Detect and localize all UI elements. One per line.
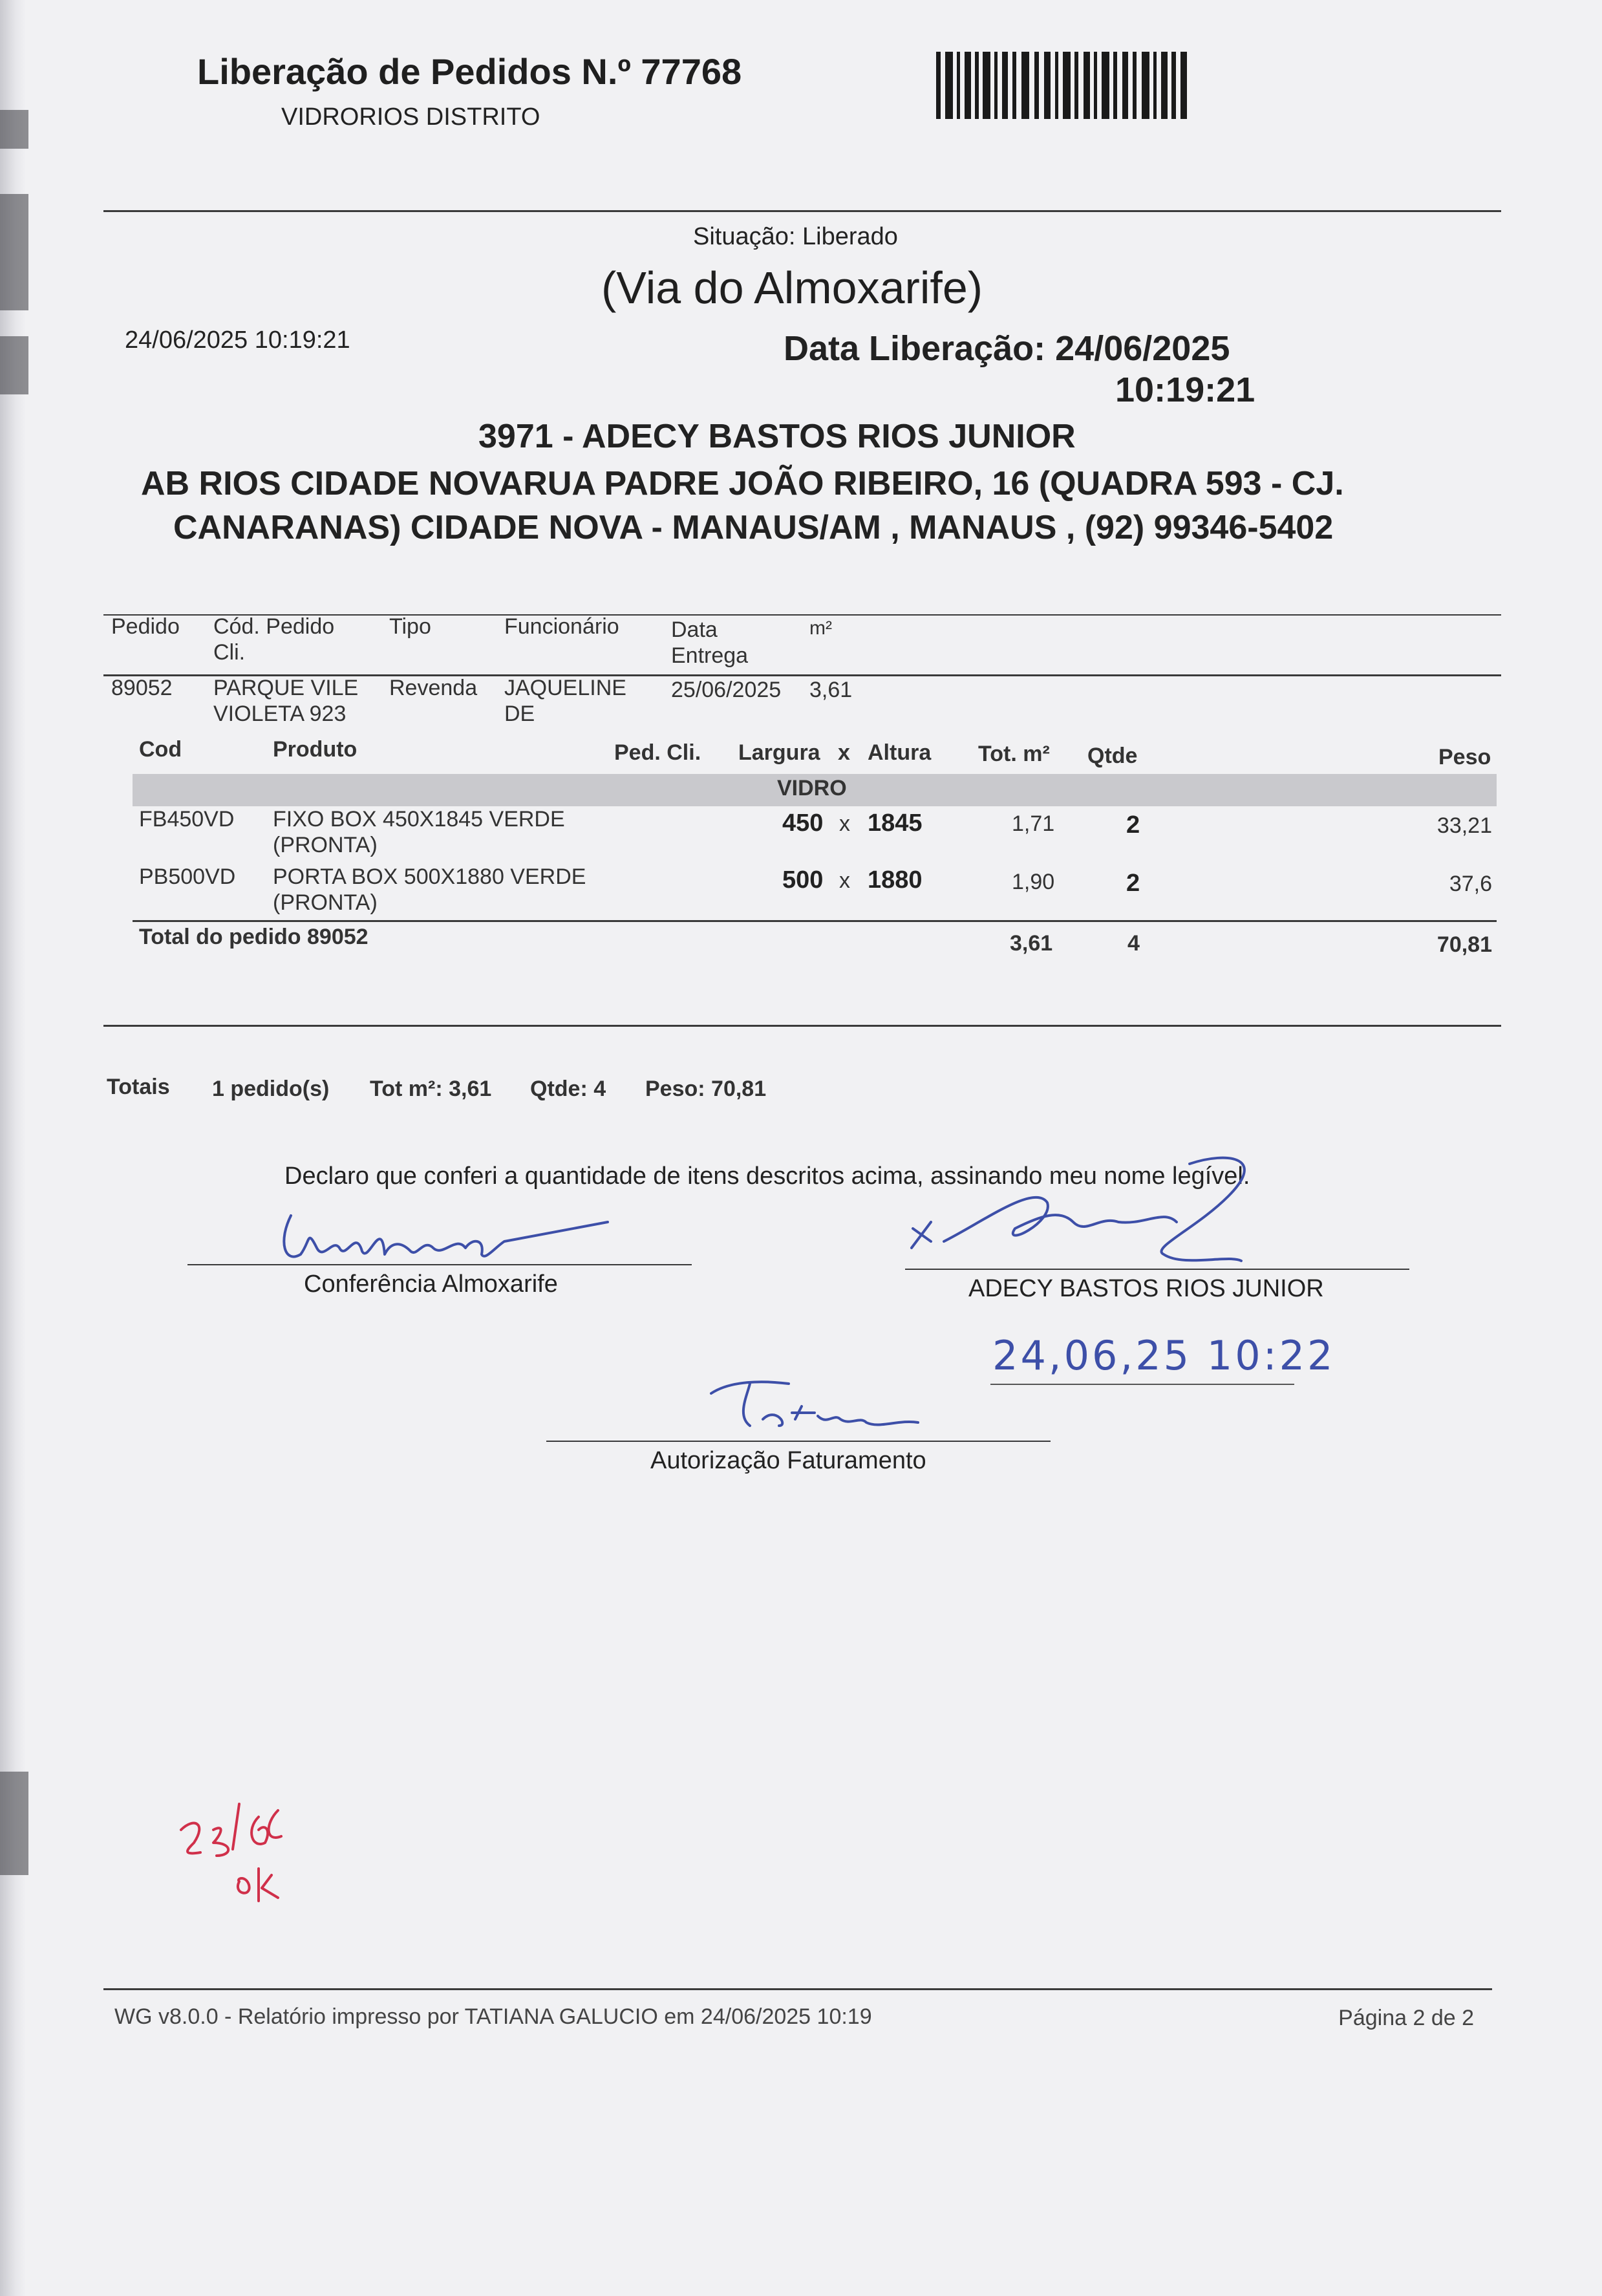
divider <box>133 920 1497 922</box>
total-qtde: 4 <box>1127 931 1140 956</box>
items-header-ped-cli: Ped. Cli. <box>614 740 701 765</box>
item-qtde: 2 <box>1126 811 1140 839</box>
row-pedido: 89052 <box>111 676 173 700</box>
totais-qtde: Qtde: 4 <box>530 1077 606 1101</box>
signature-label-client: ADECY BASTOS RIOS JUNIOR <box>968 1275 1324 1302</box>
row-data: 25/06/2025 <box>671 678 782 702</box>
divider <box>103 210 1501 212</box>
item-cod: PB500VD <box>139 864 236 889</box>
items-header-tot-m2: Tot. m² <box>978 742 1050 766</box>
handwritten-date: 24,06,25 10:22 <box>992 1332 1336 1379</box>
group-label-vidro: VIDRO <box>777 776 847 800</box>
totais-tot-m2: Tot m²: 3,61 <box>370 1077 492 1101</box>
company-name: VIDRORIOS DISTRITO <box>281 103 540 131</box>
scan-streak <box>0 110 28 149</box>
item-peso: 37,6 <box>1449 872 1492 896</box>
totais-peso: Peso: 70,81 <box>645 1077 767 1101</box>
row-func-line1: JAQUELINE <box>504 676 626 700</box>
signature-client-drawing <box>905 1144 1306 1287</box>
scan-streak <box>0 336 28 394</box>
item-cod: FB450VD <box>139 807 235 831</box>
col-header-pedido: Pedido <box>111 614 180 639</box>
col-header-entrega: Entrega <box>671 643 749 668</box>
item-altura: 1845 <box>868 810 923 837</box>
totais-pedidos: 1 pedido(s) <box>212 1077 330 1101</box>
item-produto-line2: (PRONTA) <box>273 833 378 857</box>
col-header-cod-pedido: Cód. Pedido <box>213 614 335 639</box>
row-tipo: Revenda <box>389 676 478 700</box>
client-address-line2: CANARANAS) CIDADE NOVA - MANAUS/AM , MANAUS , (92) 99346-5402 <box>173 509 1334 546</box>
row-cod-line2: VIOLETA 923 <box>213 702 347 726</box>
items-header-produto: Produto <box>273 737 358 762</box>
total-tot-m2: 3,61 <box>1010 931 1053 956</box>
signature-label-autorizacao: Autorização Faturamento <box>650 1447 926 1474</box>
items-header-qtde: Qtde <box>1087 744 1138 768</box>
data-liberacao-time: 10:19:21 <box>1115 370 1255 409</box>
client-name: 3971 - ADECY BASTOS RIOS JUNIOR <box>478 418 1076 455</box>
status-situacao: Situação: Liberado <box>693 223 898 250</box>
items-header-largura: Largura <box>738 740 820 765</box>
item-produto-line2: (PRONTA) <box>273 890 378 915</box>
row-m2: 3,61 <box>809 678 853 702</box>
items-header-x: x <box>838 740 850 765</box>
item-produto-line1: FIXO BOX 450X1845 VERDE <box>273 807 565 831</box>
item-produto-line1: PORTA BOX 500X1880 VERDE <box>273 864 586 889</box>
divider <box>103 1988 1492 1990</box>
item-x: x <box>839 811 850 836</box>
scan-streak <box>0 1772 28 1875</box>
item-largura: 450 <box>782 810 824 837</box>
totais-label: Totais <box>107 1075 170 1099</box>
signature-conferencia-drawing <box>272 1203 621 1274</box>
col-header-m2: m² <box>809 617 832 639</box>
client-address-line1: AB RIOS CIDADE NOVARUA PADRE JOÃO RIBEIRO, 16 (QUADRA 593 - CJ. <box>141 465 1344 502</box>
signature-autorizacao-drawing <box>705 1368 944 1439</box>
items-header-peso: Peso <box>1438 745 1491 769</box>
total-label: Total do pedido 89052 <box>139 925 368 949</box>
scan-streak <box>0 194 28 310</box>
row-func-line2: DE <box>504 702 535 726</box>
item-peso: 33,21 <box>1436 813 1492 838</box>
declaration-text: Declaro que conferi a quantidade de itens descritos acima, assinando meu nome legível. <box>284 1163 1250 1190</box>
footer-printed-by: WG v8.0.0 - Relatório impresso por TATIANA GALUCIO em 24/06/2025 10:19 <box>114 2004 872 2029</box>
item-tot-m2: 1,90 <box>1012 870 1055 894</box>
footer-page-number: Página 2 de 2 <box>1338 2006 1474 2030</box>
total-peso: 70,81 <box>1436 932 1492 957</box>
items-header-altura: Altura <box>868 740 932 765</box>
via-label: (Via do Almoxarife) <box>601 263 983 313</box>
col-header-funcionario: Funcionário <box>504 614 619 639</box>
col-header-data: Data <box>671 617 718 642</box>
items-header-cod: Cod <box>139 737 182 762</box>
data-liberacao: Data Liberação: 24/06/2025 <box>784 329 1230 368</box>
col-header-cli: Cli. <box>213 640 246 665</box>
item-qtde: 2 <box>1126 870 1140 897</box>
item-x: x <box>839 868 850 893</box>
item-altura: 1880 <box>868 866 923 894</box>
signature-label-conferencia: Conferência Almoxarife <box>304 1271 558 1298</box>
red-handwritten-note-drawing <box>168 1785 317 1914</box>
row-cod-line1: PARQUE VILE <box>213 676 359 700</box>
signature-line <box>546 1441 1051 1442</box>
item-largura: 500 <box>782 866 824 894</box>
date-underline <box>990 1384 1294 1385</box>
document-title: Liberação de Pedidos N.º 77768 <box>197 51 742 92</box>
print-datetime: 24/06/2025 10:19:21 <box>125 327 350 354</box>
divider <box>103 1025 1501 1027</box>
item-tot-m2: 1,71 <box>1012 811 1055 836</box>
col-header-tipo: Tipo <box>389 614 431 639</box>
